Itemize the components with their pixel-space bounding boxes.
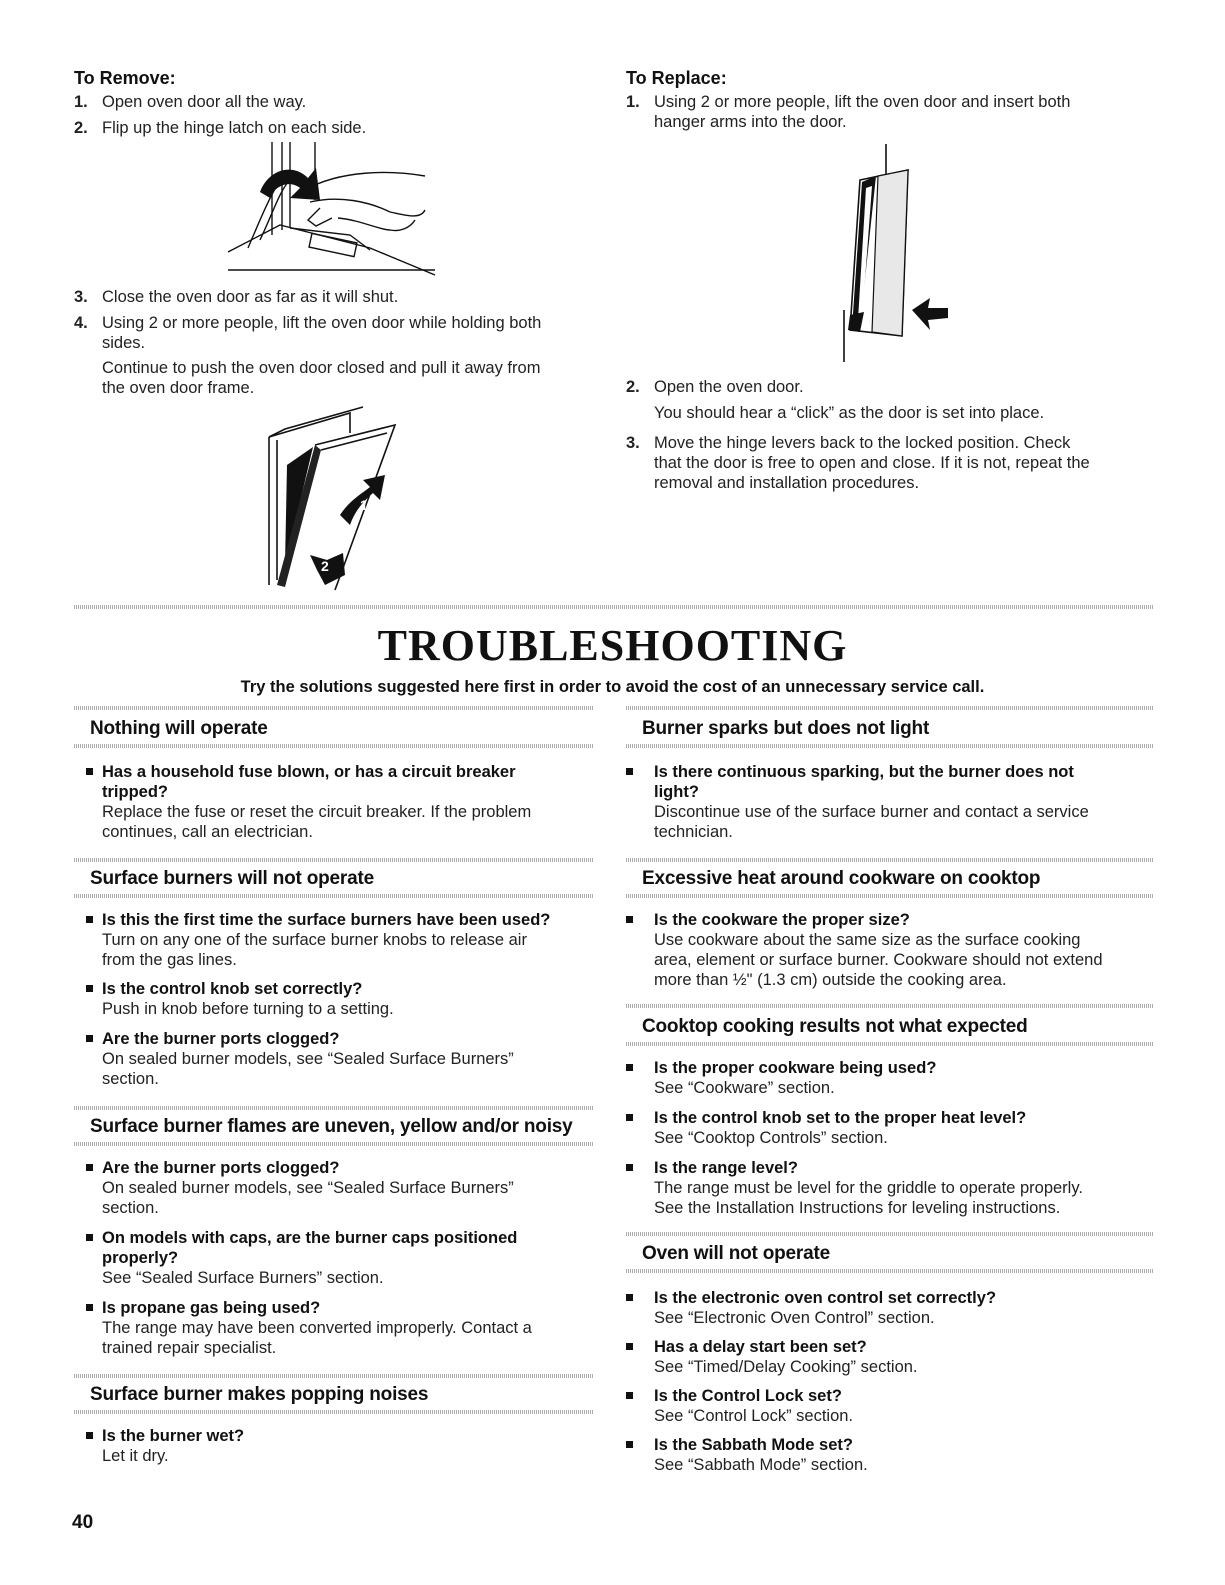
question: Is the Control Lock set? <box>654 1387 842 1405</box>
section-rule <box>626 706 1154 710</box>
question-item <box>74 1298 604 1358</box>
question-item <box>626 762 1156 842</box>
step-text: Using 2 or more people, lift the oven door and insert both <box>654 93 1071 111</box>
note-line: Continue to push the oven door closed and pull it away from <box>102 359 541 377</box>
answer: See “Sabbath Mode” section. <box>654 1456 868 1474</box>
section-rule <box>626 894 1154 898</box>
section-title: Cooktop cooking results not what expected <box>642 1016 1028 1037</box>
question-item <box>74 1029 604 1089</box>
question: Is the control knob set correctly? <box>102 980 363 998</box>
question-item <box>626 1337 1156 1377</box>
answer-line: area, element or surface burner. Cookware should not extend <box>654 951 1103 969</box>
section-rule <box>626 1042 1154 1046</box>
remove-note <box>102 358 602 398</box>
answer <box>102 1178 612 1218</box>
section-rule <box>626 858 1154 862</box>
question: Is propane gas being used? <box>102 1299 321 1317</box>
answer <box>654 1178 1164 1218</box>
question: Has a delay start been set? <box>654 1338 867 1356</box>
answer-line: section. <box>102 1070 159 1088</box>
answer-line: See the Installation Instructions for leveling instructions. <box>654 1199 1061 1217</box>
bullet-icon <box>626 1164 633 1171</box>
question <box>102 762 612 802</box>
question-item <box>626 1058 1156 1098</box>
page-number: 40 <box>72 1512 94 1533</box>
section-title: Nothing will operate <box>90 718 268 739</box>
note-line: the oven door frame. <box>102 379 255 397</box>
answer: See “Cooktop Controls” section. <box>654 1129 888 1147</box>
answer: See “Sealed Surface Burners” section. <box>102 1269 384 1287</box>
question: Are the burner ports clogged? <box>102 1159 340 1177</box>
question-item <box>626 1288 1156 1328</box>
answer-line: On sealed burner models, see “Sealed Surface Burners” <box>102 1050 514 1068</box>
question-item <box>626 1386 1156 1426</box>
replace-step-3 <box>626 433 1166 493</box>
answer-line: The range must be level for the griddle to operate properly. <box>654 1179 1083 1197</box>
question: Is the Sabbath Mode set? <box>654 1436 853 1454</box>
step-text: Flip up the hinge latch on each side. <box>102 119 367 137</box>
step-number: 2. <box>626 378 640 396</box>
bullet-icon <box>626 1441 633 1448</box>
section-title: Surface burner makes popping noises <box>90 1384 429 1405</box>
section-rule <box>626 1004 1154 1008</box>
answer <box>102 1049 612 1089</box>
answer <box>102 802 612 842</box>
bullet-icon <box>86 1164 93 1171</box>
replace-step-2 <box>626 377 1166 397</box>
replace-note: You should hear a “click” as the door is set into place. <box>654 404 1045 422</box>
answer-line: The range may have been converted improperly. Contact a <box>102 1319 532 1337</box>
bullet-icon <box>626 1343 633 1350</box>
bullet-icon <box>86 1234 93 1241</box>
bullet-icon <box>626 1114 633 1121</box>
step-number: 1. <box>626 93 640 111</box>
answer: See “Electronic Oven Control” section. <box>654 1309 935 1327</box>
question-item <box>74 910 604 970</box>
question <box>654 762 1154 802</box>
section-title: Surface burners will not operate <box>90 868 374 889</box>
step-text: removal and installation procedures. <box>654 474 920 492</box>
answer-line: section. <box>102 1199 159 1217</box>
bullet-icon <box>86 985 93 992</box>
answer <box>654 930 1164 990</box>
bullet-icon <box>86 916 93 923</box>
bullet-icon <box>626 1064 633 1071</box>
question: Is the proper cookware being used? <box>654 1059 937 1077</box>
question: Is the range level? <box>654 1159 798 1177</box>
section-title: Burner sparks but does not light <box>642 718 930 739</box>
answer-line: On sealed burner models, see “Sealed Surface Burners” <box>102 1179 514 1197</box>
remove-heading: To Remove: <box>74 68 176 88</box>
step-text: Close the oven door as far as it will shut. <box>102 288 399 306</box>
question: Are the burner ports clogged? <box>102 1030 340 1048</box>
question-item <box>626 1108 1156 1148</box>
question-line: Is there continuous sparking, but the burner does not <box>654 763 1074 781</box>
step-number: 4. <box>74 314 88 332</box>
answer-line: trained repair specialist. <box>102 1339 277 1357</box>
answer: Let it dry. <box>102 1447 169 1465</box>
replace-step-1 <box>626 92 1166 132</box>
answer-line: technician. <box>654 823 733 841</box>
answer-line: Discontinue use of the surface burner and contact a service <box>654 803 1089 821</box>
bullet-icon <box>626 916 633 923</box>
question: Is this the first time the surface burners have been used? <box>102 911 551 929</box>
answer: See “Timed/Delay Cooking” section. <box>654 1358 918 1376</box>
bullet-icon <box>86 1304 93 1311</box>
question-line: light? <box>654 783 699 801</box>
question <box>102 1228 612 1268</box>
answer-line: Replace the fuse or reset the circuit breaker. If the problem <box>102 803 532 821</box>
remove-step-4 <box>74 313 594 353</box>
section-title: Excessive heat around cookware on cooktop <box>642 868 1041 889</box>
section-rule <box>74 1410 594 1414</box>
section-rule <box>74 1106 594 1110</box>
bullet-icon <box>86 1432 93 1439</box>
section-title: Oven will not operate <box>642 1243 830 1264</box>
top-divider <box>74 605 1154 609</box>
step-text: sides. <box>102 334 146 352</box>
answer-line: Turn on any one of the surface burner knobs to release air <box>102 931 527 949</box>
answer-line: Use cookware about the same size as the surface cooking <box>654 931 1081 949</box>
step-text: Open the oven door. <box>654 378 804 396</box>
answer <box>102 1318 612 1358</box>
remove-step-1 <box>74 92 594 112</box>
answer: See “Control Lock” section. <box>654 1407 854 1425</box>
step-text: Move the hinge levers back to the locked position. Check <box>654 434 1071 452</box>
section-rule <box>626 1269 1154 1273</box>
remove-step-2 <box>74 118 594 138</box>
answer <box>102 930 612 970</box>
question-item <box>74 762 604 842</box>
remove-step-3 <box>74 287 594 307</box>
section-rule <box>74 894 594 898</box>
section-rule <box>74 706 594 710</box>
figure-label-1: 1 <box>360 497 368 513</box>
section-rule <box>626 744 1154 748</box>
question: Is the burner wet? <box>102 1427 245 1445</box>
answer: See “Cookware” section. <box>654 1079 835 1097</box>
question-item <box>74 1426 604 1466</box>
step-text: Using 2 or more people, lift the oven door while holding both <box>102 314 542 332</box>
question-item <box>74 1228 604 1288</box>
bullet-icon <box>626 1392 633 1399</box>
page-title: TROUBLESHOOTING <box>377 621 848 670</box>
question-line: tripped? <box>102 783 168 801</box>
question: Is the control knob set to the proper heat level? <box>654 1109 1027 1127</box>
step-text: that the door is free to open and close. If it is not, repeat the <box>654 454 1090 472</box>
step-number: 3. <box>74 288 88 306</box>
step-number: 1. <box>74 93 88 111</box>
question-item <box>74 979 604 1019</box>
step-text: hanger arms into the door. <box>654 113 847 131</box>
figure-label-2: 2 <box>321 558 329 574</box>
hinge-latch-illustration <box>220 140 450 280</box>
replace-heading: To Replace: <box>626 68 727 88</box>
step-number: 3. <box>626 434 640 452</box>
answer-line: continues, call an electrician. <box>102 823 313 841</box>
bullet-icon <box>86 768 93 775</box>
section-rule <box>74 1142 594 1146</box>
step-text: Open oven door all the way. <box>102 93 307 111</box>
section-rule <box>626 1232 1154 1236</box>
question-line: properly? <box>102 1249 179 1267</box>
bullet-icon <box>626 768 633 775</box>
section-rule <box>74 1374 594 1378</box>
page-subtitle: Try the solutions suggested here first in order to avoid the cost of an unnecessary service call. <box>240 678 985 696</box>
section-rule <box>74 744 594 748</box>
bullet-icon <box>86 1035 93 1042</box>
question: Is the cookware the proper size? <box>654 911 910 929</box>
answer <box>654 802 1154 842</box>
question-line: On models with caps, are the burner caps positioned <box>102 1229 518 1247</box>
section-title: Surface burner flames are uneven, yellow and/or noisy <box>90 1116 573 1137</box>
bullet-icon <box>626 1294 633 1301</box>
section-rule <box>74 858 594 862</box>
answer-line: from the gas lines. <box>102 951 237 969</box>
answer-line: more than ½" (1.3 cm) outside the cooking area. <box>654 971 1007 989</box>
question-item <box>626 1158 1156 1218</box>
door-removal-illustration <box>255 405 405 595</box>
question-item <box>626 910 1156 990</box>
question-line: Has a household fuse blown, or has a circuit breaker <box>102 763 516 781</box>
question: Is the electronic oven control set correctly? <box>654 1289 997 1307</box>
question-item <box>74 1158 604 1218</box>
answer: Push in knob before turning to a setting. <box>102 1000 394 1018</box>
step-number: 2. <box>74 119 88 137</box>
door-hanger-illustration <box>820 140 950 365</box>
question-item <box>626 1435 1156 1475</box>
